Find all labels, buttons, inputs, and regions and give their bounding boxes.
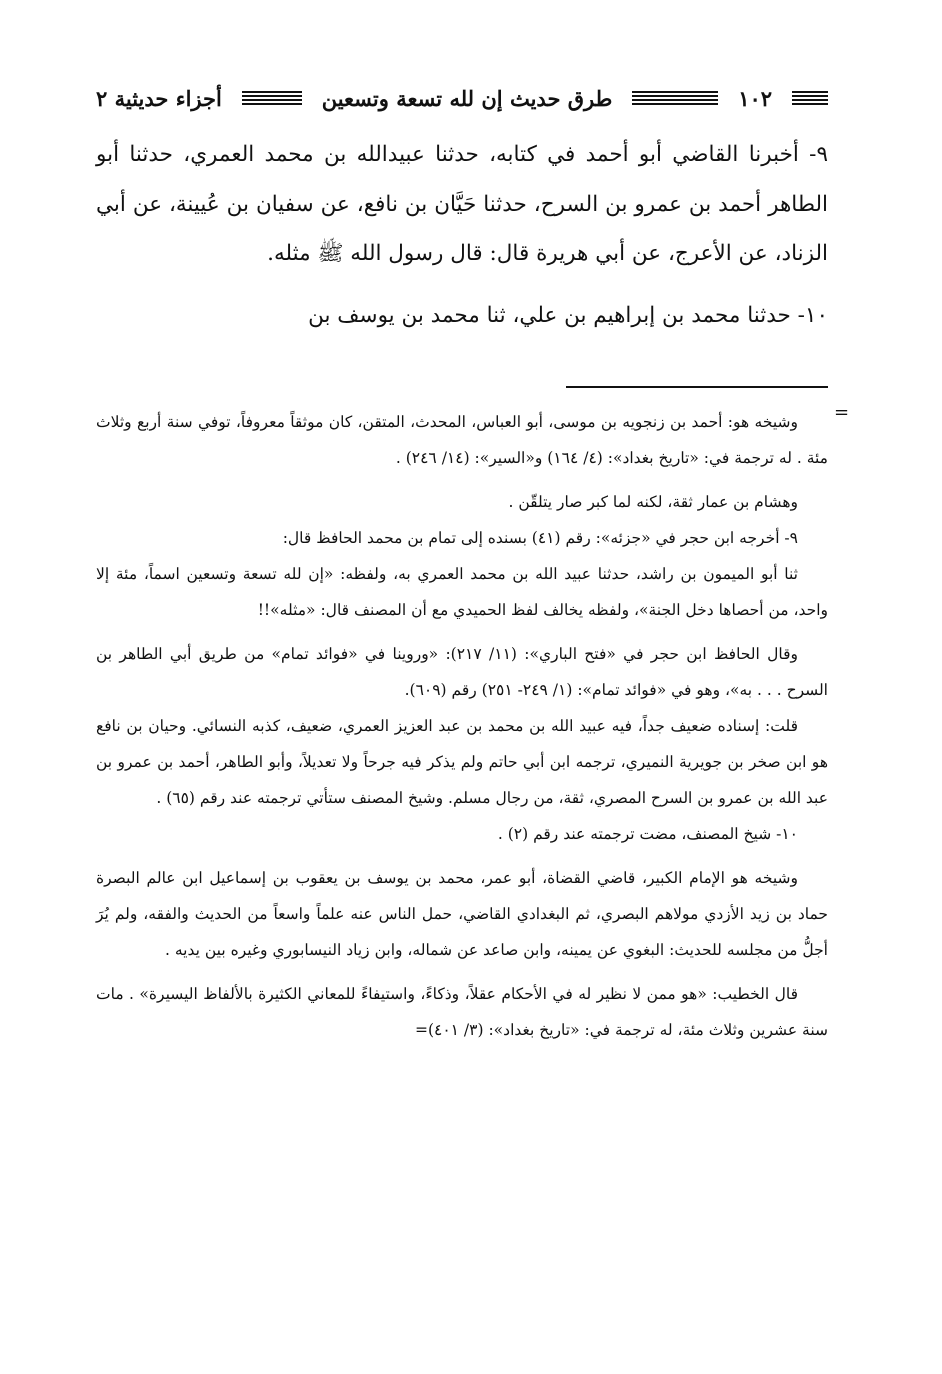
footnotes [96, 404, 828, 1048]
footnote-paragraph: قال الخطيب: «هو ممن لا نظير له في الأحكام عقلاً، وذكاءً، واستيفاءً للمعاني الكثيرة بالألفاظ اليسيرة» . مات سنة عشرين وثلاث مئة، له ترجمة في: «تاريخ بغداد»: (٣/ ٤٠١)= [96, 985, 828, 1039]
main-text [96, 130, 828, 340]
book-title: طرق حديث إن لله تسعة وتسعين [321, 85, 613, 111]
running-header [96, 78, 828, 118]
footnote-continuation-mark: = [834, 402, 850, 423]
header-ornament [792, 91, 828, 105]
footnote-paragraph: وشيخه هو: أحمد بن زنجويه بن موسى، أبو العباس، المحدث، المتقن، كان موثقاً معروفاً، توفي سنة أربع وثلاث مئة . له ترجمة في: «تاريخ بغداد»: (٤/ ١٦٤) و«السير»: (١٤/ ٢٤٦) . [96, 413, 828, 467]
series-title: أجزاء حديثية ٢ [96, 85, 222, 111]
footnote-paragraph: ٩- أخرجه ابن حجر في «جزئه»: رقم (٤١) بسنده إلى تمام بن محمد الحافظ قال: [282, 529, 798, 547]
hadith-10: ١٠- حدثنا محمد بن إبراهيم بن علي، ثنا محمد بن يوسف بن [308, 302, 828, 328]
footnote-paragraph: قلت: إسناده ضعيف جداً، فيه عبيد الله بن محمد بن عبد العزيز العمري، ضعيف، كذبه النسائي. وحيان بن نافع هو ابن صخر بن جويرية النميري، ترجمه ابن أبي حاتم ولم يذكر فيه جرحاً ولا تعديلاً، وأبو الطاهر، أحمد بن عمرو بن عبد الله بن عمرو بن السرح المصري، ثقة، من رجال مسلم. وشيخ المصنف ستأتي ترجمته عند رقم (٦٥) . [96, 717, 828, 807]
hadith-9: ٩- أخبرنا القاضي أبو أحمد في كتابه، حدثنا عبيدالله بن محمد العمري، حدثنا أبو الطاهر أحمد بن عمرو بن السرح، حدثنا حَيَّان بن نافع، عن سفيان بن عُيينة، عن أبي الزناد، عن الأعرج، عن أبي هريرة قال: قال رسول الله ﷺ مثله. [96, 142, 828, 266]
header-ornament [632, 91, 718, 105]
footnote-paragraph: ثنا أبو الميمون بن راشد، حدثنا عبيد الله بن محمد العمري به، ولفظه: «إن لله تسعة وتسعين اسماً، مئة إلا واحد، من أحصاها دخل الجنة»، ولفظه يخالف لفظ الحميدي مع أن المصنف قال: «مثله»!! [96, 565, 828, 619]
footnote-separator [566, 386, 828, 388]
footnote-paragraph: وهشام بن عمار ثقة، لكنه لما كبر صار يتلقّن . [508, 493, 798, 511]
header-ornament [242, 91, 302, 105]
footnote-paragraph: وشيخه هو الإمام الكبير، قاضي القضاة، أبو عمر، محمد بن يوسف بن يعقوب بن إسماعيل ابن عالم البصرة حماد بن زيد الأزدي مولاهم البصري، ثم البغدادي القاضي، حمل الناس عنه علماً واسعاً من الحديث والفقه، ولم يُرَ أجلُّ من مجلسه للحديث: البغوي عن يمينه، وابن صاعد عن شماله، وابن زياد النيسابوري وغيره بين يديه . [96, 869, 828, 959]
footnote-paragraph: وقال الحافظ ابن حجر في «فتح الباري»: (١١/ ٢١٧): «وروينا في «فوائد تمام» من طريق أبي الطاهر بن السرح . . . به»، وهو في «فوائد تمام»: (١/ ٢٤٩- ٢٥١) رقم (٦٠٩). [96, 645, 828, 699]
footnote-paragraph: ١٠- شيخ المصنف، مضت ترجمته عند رقم (٢) . [497, 825, 798, 843]
page-number: ١٠٢ [738, 85, 773, 111]
